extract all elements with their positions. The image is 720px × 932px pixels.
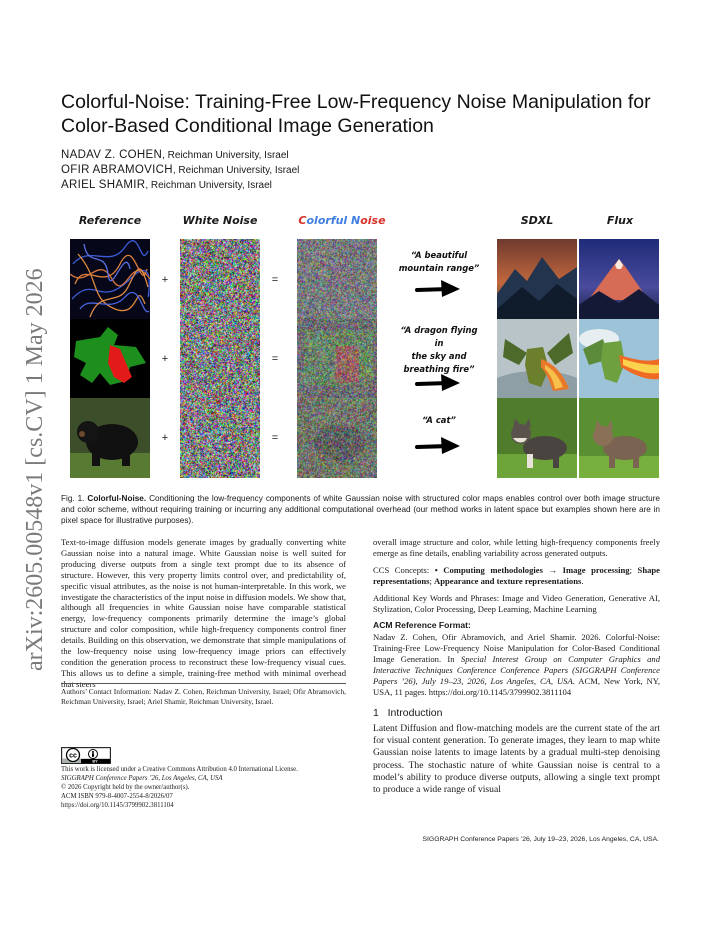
license-line: ACM ISBN 979-8-4007-2554-8/2026/07 [61, 793, 173, 800]
additional-keywords: Additional Key Words and Phrases: Image and Video Generation, Generative AI, Stylization, Color Processing, Deep Learning, Machine Learning [373, 592, 660, 614]
plus-sign: + [161, 353, 169, 365]
ccs-label: CCS Concepts: [373, 564, 435, 575]
author-name: OFIR ABRAMOVICH [61, 164, 173, 176]
caption-label: Fig. 1. [61, 494, 85, 503]
prompt-text [397, 249, 481, 275]
header-reference: Reference [78, 214, 142, 227]
header-colorful-noise [296, 214, 388, 227]
flux-mountain-image [579, 239, 659, 319]
acm-ref-venue: Special Interest Group on Computer Graphics and Interactive Techniques Conference Conference Papers (SIGGRAPH Conference Papers ’26), July 19–23, 2026, Los Angeles, CA, USA. [373, 654, 660, 686]
prompt-line: the sky and [411, 351, 467, 361]
ccs-item: Shape representations [373, 564, 660, 586]
cc-icon: cc [69, 752, 77, 760]
colorful-noise-image [297, 239, 377, 319]
license-venue [61, 774, 351, 783]
section-heading-introduction [373, 708, 660, 719]
acm-reference-heading: ACM Reference Format: [373, 620, 471, 631]
prompt-line: breathing fire” [403, 364, 475, 374]
abstract-continuation: overall image structure and color, while letting high-frequency components freely emerge as fine details, enabling variability across generated outputs. [373, 537, 660, 558]
author-name: NADAV Z. COHEN [61, 149, 163, 161]
header-colorful-noise-part1: Colorful N [298, 214, 361, 227]
ccs-separator: . [581, 575, 584, 586]
ccs-concepts [373, 565, 660, 587]
title-line-2: Color-Based Conditional Image Generation [61, 115, 434, 137]
equals-sign: = [271, 432, 279, 444]
plus-sign: + [161, 432, 169, 444]
sdxl-mountain-image [497, 239, 577, 319]
arxiv-stamp-text: arXiv:2605.00548v1 [cs.CV] 1 May 2026 [22, 268, 48, 671]
plus-sign: + [161, 274, 169, 286]
header-flux: Flux [606, 214, 634, 227]
license-line: This work is licensed under a Creative Commons Attribution 4.0 International License. [61, 766, 298, 773]
prompt-line: “A cat” [422, 415, 456, 425]
title-line-1: Colorful-Noise: Training-Free Low-Frequency Noise Manipulation for [61, 91, 651, 113]
white-noise-image [180, 239, 260, 319]
contact-information: Authors’ Contact Information: Nadav Z. Cohen, Reichman University, Israel; Ofir Abramovich, Reichman University, Israel; Ariel Shamir, Reichman University, Israel. [61, 687, 346, 706]
author-affiliation: , Reichman University, Israel [162, 150, 289, 161]
acm-reference-text [373, 632, 660, 697]
equals-sign: = [271, 274, 279, 286]
flux-dragon-image [579, 319, 659, 399]
license-block [61, 765, 351, 810]
flux-cat-image [579, 398, 659, 478]
ccs-separator: ; [429, 575, 435, 586]
cc-by-license-badge[interactable] [61, 747, 111, 764]
header-sdxl: SDXL [520, 214, 554, 227]
prompt-text [397, 414, 481, 427]
author-name: ARIEL SHAMIR [61, 179, 146, 191]
license-doi-link[interactable]: https://doi.org/10.1145/3799902.3811104 [61, 802, 174, 809]
white-noise-image [180, 319, 260, 399]
license-line: © 2026 Copyright held by the owner/author(s). [61, 784, 190, 791]
equals-sign: = [271, 353, 279, 365]
reference-bear-image [70, 398, 150, 478]
prompt-line: mountain range” [398, 263, 480, 273]
prompt-line: “A beautiful [410, 250, 468, 260]
introduction-text: Latent Diffusion and flow-matching models are the current state of the art for visual content generation. To generate images, they learn to map white Gaussian noise latents to image latents by a gradual multi-step denoising process. The stochastic nature of white Gaussian noise is central to a model’s ability to produce diverse outputs, allowing a single text prompt to produce a wide range of visual [373, 722, 660, 796]
reference-segmentation-image [70, 319, 150, 399]
acm-ref-part: Nadav Z. Cohen, Ofir Abramovich, and Ariel Shamir. 2026. Colorful-Noise: Training-Free Low-Frequency Noise Manipulation for Color-Based Conditional Image Generation. In [373, 632, 660, 665]
colorful-noise-image [297, 319, 377, 399]
abstract-text: Text-to-image diffusion models generate images by gradually converting white Gaussian noise into a natural image. White Gaussian noise is well suited for producing diverse outputs from a single text prompt due to its absence of structure. However, this very property limits control over, and predictability of, specific visual attributes, as the noise is not human-interpretable. In this work, we investigate the characteristics of the input noise in diffusion models. We show that, although all frequencies in white Gaussian noise have comparable statistical energy, low-frequency components primarily determine the image’s global structure and color composition, while high-frequency components control finer details. Building on this observation, we demonstrate that simple manipulations of the low-frequency noise using low-frequency image priors can effectively condition the generation process to reconstruct these low-frequency visual cues. This allows us to define a simple, training-free method with minimal overhead that steers [61, 537, 346, 689]
sdxl-cat-image [497, 398, 577, 478]
caption-text: Conditioning the low-frequency components of white Gaussian noise with structured color maps enables control over both image structure and color scheme, without requiring training or incurring any additional computational overhead (our method works in latent space but examples shown here are in pixel space for illustrative purposes). [61, 494, 660, 525]
prompt-line: “A dragon flying in [400, 325, 478, 348]
ccs-separator: ; [629, 564, 638, 575]
caption-title: Colorful-Noise. [87, 494, 147, 503]
ccs-item: Appearance and texture representations [434, 575, 582, 586]
section-number: 1 [373, 706, 379, 719]
author-affiliation: , Reichman University, Israel [145, 180, 272, 191]
arrow-icon [415, 371, 463, 398]
header-white-noise: White Noise [182, 214, 258, 227]
footnote-rule [61, 683, 346, 684]
arrow-icon [415, 277, 463, 304]
author-affiliation: , Reichman University, Israel [172, 165, 300, 176]
ccs-item: • Computing methodologies → Image processing [434, 564, 630, 575]
arrow-icon [415, 434, 463, 461]
colorful-noise-image [297, 398, 377, 478]
reference-scribble-image [70, 239, 150, 319]
white-noise-image [180, 398, 260, 478]
prompt-text [397, 324, 481, 376]
license-venue-text: SIGGRAPH Conference Papers ’26, Los Angeles, CA, USA [61, 775, 223, 782]
acm-ref-part: ACM, New York, NY, USA, 11 pages. https://doi.org/10.1145/3799902.3811104 [373, 675, 660, 697]
right-column [373, 537, 660, 802]
figure-caption [61, 493, 660, 526]
by-label: BY [92, 759, 98, 764]
page-footer: SIGGRAPH Conference Papers ’26, July 19–23, 2026, Los Angeles, CA, USA. [422, 836, 659, 843]
abstract-column [61, 537, 346, 696]
header-colorful-noise-part2: oise [360, 214, 386, 227]
sdxl-dragon-image [497, 319, 577, 399]
section-title: Introduction [387, 706, 443, 719]
